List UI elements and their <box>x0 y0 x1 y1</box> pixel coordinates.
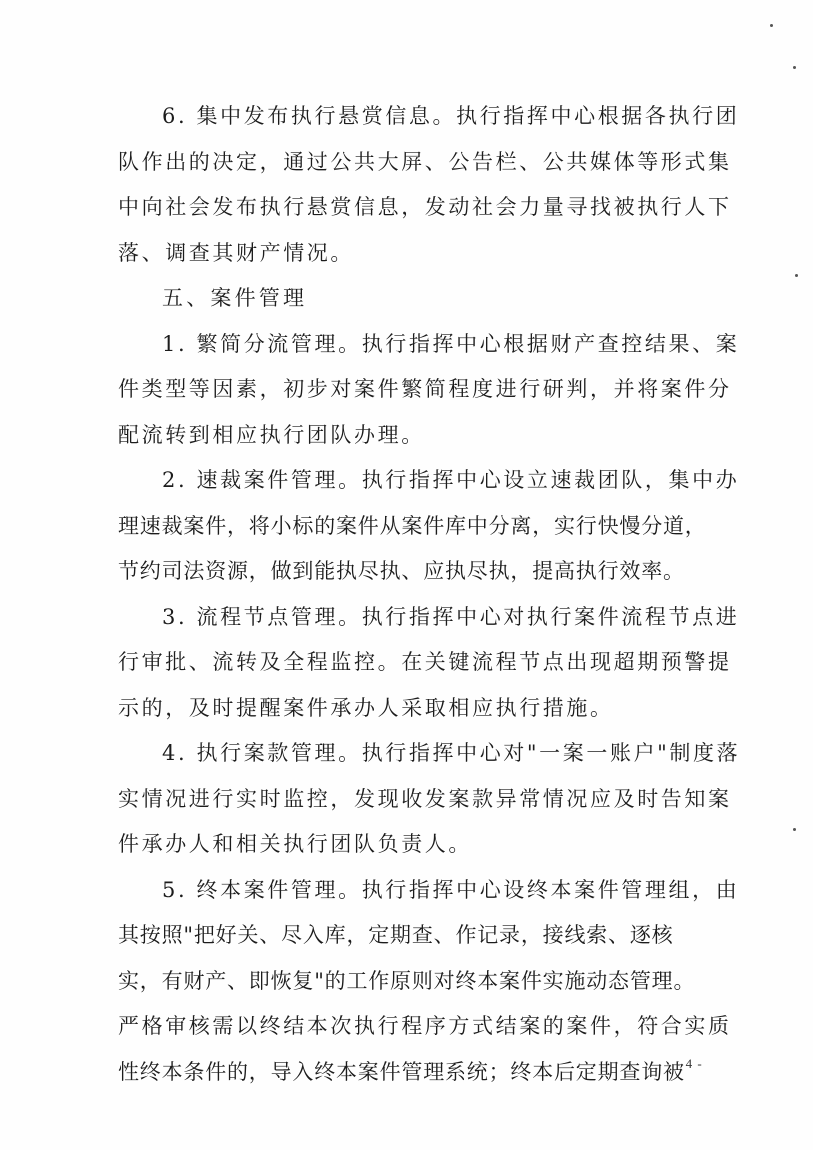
paragraph-line: 性终本条件的，导入终本案件管理系统；终本后定期查询被 <box>118 1059 685 1084</box>
paragraph-line: 队作出的决定，通过公共大屏、公告栏、公共媒体等形式集 <box>118 149 732 174</box>
paragraph-line: 实，有财产、即恢复"的工作原则对终本案件实施动态管理。 <box>118 968 696 993</box>
paragraph-line: 5. 终本案件管理。执行指挥中心设终本案件管理组，由 <box>162 877 740 902</box>
paragraph-line: 配流转到相应执行团队办理。 <box>118 422 425 447</box>
paragraph-line: 节约司法资源，做到能执尽执、应执尽执，提高执行效率。 <box>118 559 685 583</box>
paragraph-line: 4. 执行案款管理。执行指挥中心对"一案一账户"制度落 <box>162 741 741 765</box>
paragraph-line: 理速裁案件，将小标的案件从案件库中分离，实行快慢分道， <box>118 513 707 538</box>
paragraph-line: 件承办人和相关执行团队负责人。 <box>118 832 472 856</box>
paragraph-line: 行审批、流转及全程监控。在关键流程节点出现超期预警提 <box>118 650 732 674</box>
page-number: - 4 - <box>676 1056 703 1071</box>
section-heading: 五、案件管理 <box>162 286 308 310</box>
paragraph-line: 2. 速裁案件管理。执行指挥中心设立速裁团队，集中办 <box>162 468 740 492</box>
paragraph-line: 实情况进行实时监控，发现收发案款异常情况应及时告知案 <box>118 786 732 811</box>
paragraph-line: 其按照"把好关、尽入库，定期查、作记录，接线索、逐核 <box>118 923 674 947</box>
paragraph-line: 中向社会发布执行悬赏信息，发动社会力量寻找被执行人下 <box>118 195 732 219</box>
paragraph-line: 6. 集中发布执行悬赏信息。执行指挥中心根据各执行团 <box>162 104 740 128</box>
scan-speck <box>793 828 796 831</box>
paragraph-line: 件类型等因素，初步对案件繁简程度进行研判，并将案件分 <box>118 377 732 401</box>
scan-speck <box>795 274 798 277</box>
paragraph-line: 3. 流程节点管理。执行指挥中心对执行案件流程节点进 <box>162 604 740 629</box>
document-body <box>118 94 741 1095</box>
scan-speck <box>793 66 796 69</box>
paragraph-line: 严格审核需以终结本次执行程序方式结案的案件，符合实质 <box>118 1014 732 1038</box>
scan-speck <box>770 24 773 27</box>
paragraph-line: 落、调查其财产情况。 <box>118 240 354 265</box>
paragraph-line: 1. 繁简分流管理。执行指挥中心根据财产查控结果、案 <box>162 331 740 356</box>
paragraph-line: 示的，及时提醒案件承办人采取相应执行措施。 <box>118 695 614 720</box>
